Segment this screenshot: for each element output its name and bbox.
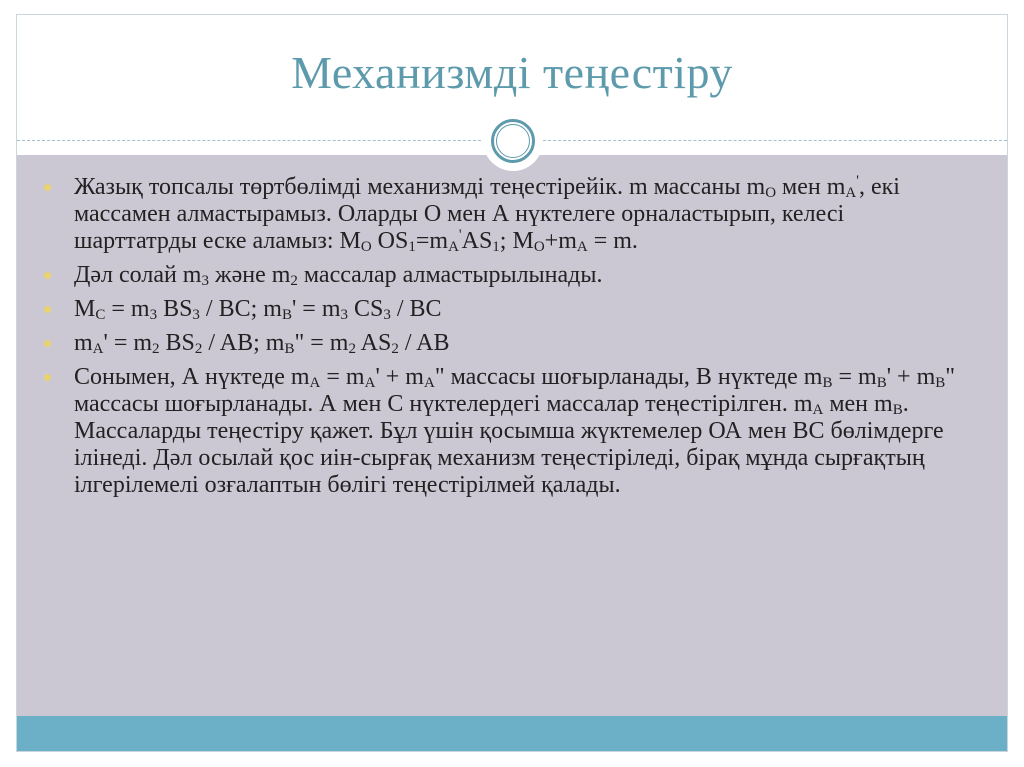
bullet-dot-icon [44,306,51,313]
bullet-dot-icon [44,184,51,191]
list-item: $M_C = m_3$ $BS_3$ / BC; $m_B' = m_3$ $CS_3$ / BC [42,296,972,323]
bullet-list [42,174,972,506]
list-item: Жазық топсалы төртбөлімді механизмді теңестірейік. m массаны $m_O$ мен $m_A'$, екі массамен алмастырамыз. Оларды О мен А нүктелеге орналастырып, келесі шарттатрды еске аламыз: $M_O$ $OS_1=m_A'AS_1$; $M_O+m_A = m$. [42,174,972,255]
list-item: $m_A' = m_2$ $BS_2$ / AB; $m_B$" = $m_2$ $AS_2$ / AB [42,330,972,357]
ornament-inner-ring [496,124,530,158]
bottom-band [17,716,1007,751]
slide-title: Механизмді теңестіру [291,47,733,98]
list-item: Дәл солай $m_3$ және $m_2$ массалар алмастырылынады. [42,262,972,289]
ornament-ring [491,119,535,163]
list-item: Сонымен, А нүктеде $m_A = m_A' + m_A$" массасы шоғырланады, В нүктеде $m_B = m_B' + m_B$" массасы шоғырланады. А мен С нүктелердегі массалар теңестірілген. $m_A$ мен $m_B$. Массаларды теңестіру қажет. Бұл үшін қосымша жүктемелер ОА мен ВС бөлімдерге ілінеді. Дәл осылай қос иін-сырғақ механизм теңестіріледі, бірақ мұнда сырғақтың ілгерілемелі озғалаптын бөлігі теңестірілмей қалады. [42,364,972,499]
bullet-dot-icon [44,374,51,381]
circle-ornament-icon [483,111,543,171]
bullet-dot-icon [44,272,51,279]
bullet-dot-icon [44,340,51,347]
